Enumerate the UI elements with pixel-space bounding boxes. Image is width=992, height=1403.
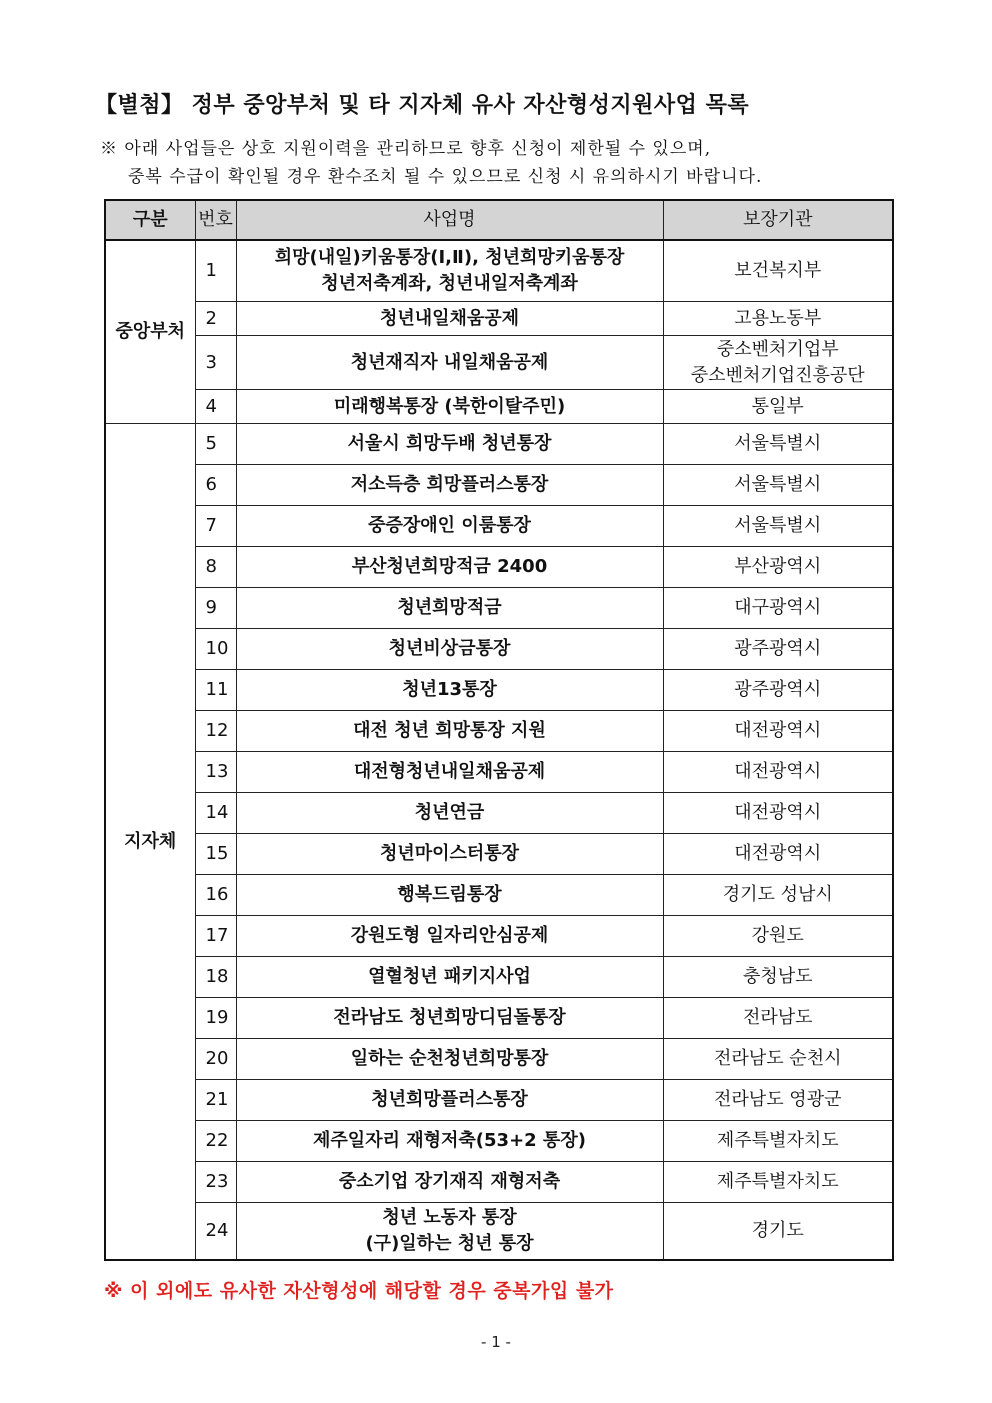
agency: 서울특별시 bbox=[663, 506, 893, 547]
page-title: 【별첨】 정부 중앙부처 및 타 지자체 유사 자산형성지원사업 목록 bbox=[95, 93, 750, 118]
notice bbox=[100, 135, 900, 191]
table-header-row bbox=[105, 200, 893, 240]
program-name-line-2: 청년저축계좌, 청년내일저축계좌 bbox=[321, 273, 578, 294]
table-row bbox=[105, 1203, 893, 1261]
row-number: 1 bbox=[195, 240, 236, 302]
program-name: 전라남도 청년희망디딤돌통장 bbox=[236, 998, 663, 1039]
program-name: 서울시 희망두배 청년통장 bbox=[236, 424, 663, 465]
agency: 대전광역시 bbox=[663, 793, 893, 834]
row-number: 20 bbox=[195, 1039, 236, 1080]
program-table bbox=[104, 199, 894, 1261]
table-row bbox=[105, 711, 893, 752]
agency: 대전광역시 bbox=[663, 752, 893, 793]
row-number: 17 bbox=[195, 916, 236, 957]
table-row bbox=[105, 998, 893, 1039]
header-agency: 보장기관 bbox=[663, 200, 893, 240]
program-name: 청년희망플러스통장 bbox=[236, 1080, 663, 1121]
row-number: 2 bbox=[195, 302, 236, 336]
group-central: 중앙부처 bbox=[105, 240, 195, 424]
row-number: 3 bbox=[195, 336, 236, 390]
table-row bbox=[105, 588, 893, 629]
program-name: 청년마이스터통장 bbox=[236, 834, 663, 875]
program-name: 청년13통장 bbox=[236, 670, 663, 711]
program-name: 중증장애인 이룸통장 bbox=[236, 506, 663, 547]
header-program-name: 사업명 bbox=[236, 200, 663, 240]
program-name bbox=[236, 240, 663, 302]
table-row bbox=[105, 875, 893, 916]
row-number: 13 bbox=[195, 752, 236, 793]
agency: 경기도 bbox=[663, 1203, 893, 1261]
table-row bbox=[105, 302, 893, 336]
table-row bbox=[105, 465, 893, 506]
agency: 대전광역시 bbox=[663, 711, 893, 752]
row-number: 8 bbox=[195, 547, 236, 588]
agency-line-2: 중소벤처기업진흥공단 bbox=[690, 364, 865, 386]
table-row bbox=[105, 547, 893, 588]
row-number: 12 bbox=[195, 711, 236, 752]
agency: 서울특별시 bbox=[663, 424, 893, 465]
program-name: 제주일자리 재형저축(53+2 통장) bbox=[236, 1121, 663, 1162]
row-number: 9 bbox=[195, 588, 236, 629]
row-number: 7 bbox=[195, 506, 236, 547]
agency: 전라남도 bbox=[663, 998, 893, 1039]
agency: 대전광역시 bbox=[663, 834, 893, 875]
table-row bbox=[105, 1080, 893, 1121]
row-number: 10 bbox=[195, 629, 236, 670]
row-number: 6 bbox=[195, 465, 236, 506]
table-body bbox=[105, 240, 893, 1260]
agency: 제주특별자치도 bbox=[663, 1121, 893, 1162]
table-row bbox=[105, 240, 893, 302]
agency: 제주특별자치도 bbox=[663, 1162, 893, 1203]
table-row bbox=[105, 336, 893, 390]
program-name-line-1: 청년 노동자 통장 bbox=[382, 1207, 517, 1228]
table-row bbox=[105, 390, 893, 424]
header-category: 구분 bbox=[105, 200, 195, 240]
row-number: 21 bbox=[195, 1080, 236, 1121]
program-name: 부산청년희망적금 2400 bbox=[236, 547, 663, 588]
program-name: 청년재직자 내일채움공제 bbox=[236, 336, 663, 390]
table-row bbox=[105, 1121, 893, 1162]
row-number: 16 bbox=[195, 875, 236, 916]
agency-line-1: 중소벤처기업부 bbox=[716, 338, 839, 360]
footnote-warning: ※ 이 외에도 유사한 자산형성에 해당할 경우 중복가입 불가 bbox=[104, 1280, 614, 1302]
table-row bbox=[105, 629, 893, 670]
row-number: 18 bbox=[195, 957, 236, 998]
agency: 광주광역시 bbox=[663, 629, 893, 670]
agency: 통일부 bbox=[663, 390, 893, 424]
agency: 서울특별시 bbox=[663, 465, 893, 506]
agency: 전라남도 영광군 bbox=[663, 1080, 893, 1121]
table-row bbox=[105, 916, 893, 957]
program-name: 행복드림통장 bbox=[236, 875, 663, 916]
page-number: - 1 - bbox=[481, 1333, 511, 1351]
program-name: 열혈청년 패키지사업 bbox=[236, 957, 663, 998]
program-name: 미래행복통장 (북한이탈주민) bbox=[236, 390, 663, 424]
program-name: 저소득층 희망플러스통장 bbox=[236, 465, 663, 506]
program-name: 청년비상금통장 bbox=[236, 629, 663, 670]
program-name: 대전 청년 희망통장 지원 bbox=[236, 711, 663, 752]
group-local-gov: 지자체 bbox=[105, 424, 195, 1261]
table-row bbox=[105, 1039, 893, 1080]
agency: 경기도 성남시 bbox=[663, 875, 893, 916]
program-name: 청년희망적금 bbox=[236, 588, 663, 629]
row-number: 15 bbox=[195, 834, 236, 875]
agency: 광주광역시 bbox=[663, 670, 893, 711]
row-number: 19 bbox=[195, 998, 236, 1039]
agency: 강원도 bbox=[663, 916, 893, 957]
table-row bbox=[105, 793, 893, 834]
program-name-line-1: 희망(내일)키움통장(Ⅰ,Ⅱ), 청년희망키움통장 bbox=[274, 247, 625, 268]
program-name: 청년내일채움공제 bbox=[236, 302, 663, 336]
table-row bbox=[105, 752, 893, 793]
agency: 부산광역시 bbox=[663, 547, 893, 588]
table-row bbox=[105, 957, 893, 998]
row-number: 24 bbox=[195, 1203, 236, 1261]
program-name: 청년연금 bbox=[236, 793, 663, 834]
program-name bbox=[236, 1203, 663, 1261]
row-number: 11 bbox=[195, 670, 236, 711]
agency: 충청남도 bbox=[663, 957, 893, 998]
table-row bbox=[105, 424, 893, 465]
agency: 대구광역시 bbox=[663, 588, 893, 629]
table-row bbox=[105, 670, 893, 711]
agency: 전라남도 순천시 bbox=[663, 1039, 893, 1080]
table-row bbox=[105, 1162, 893, 1203]
row-number: 5 bbox=[195, 424, 236, 465]
program-name: 일하는 순천청년희망통장 bbox=[236, 1039, 663, 1080]
program-name: 중소기업 장기재직 재형저축 bbox=[236, 1162, 663, 1203]
program-name-line-2: (구)일하는 청년 통장 bbox=[365, 1233, 534, 1254]
notice-line-2: 중복 수급이 확인될 경우 환수조치 될 수 있으므로 신청 시 유의하시기 바랍니다. bbox=[128, 167, 763, 187]
row-number: 14 bbox=[195, 793, 236, 834]
agency: 보건복지부 bbox=[663, 240, 893, 302]
header-number: 번호 bbox=[195, 200, 236, 240]
row-number: 22 bbox=[195, 1121, 236, 1162]
agency: 고용노동부 bbox=[663, 302, 893, 336]
notice-line-1: ※ 아래 사업들은 상호 지원이력을 관리하므로 향후 신청이 제한될 수 있으며, bbox=[100, 139, 712, 159]
row-number: 23 bbox=[195, 1162, 236, 1203]
agency bbox=[663, 336, 893, 390]
table-row bbox=[105, 506, 893, 547]
program-name: 대전형청년내일채움공제 bbox=[236, 752, 663, 793]
table-row bbox=[105, 834, 893, 875]
row-number: 4 bbox=[195, 390, 236, 424]
program-name: 강원도형 일자리안심공제 bbox=[236, 916, 663, 957]
